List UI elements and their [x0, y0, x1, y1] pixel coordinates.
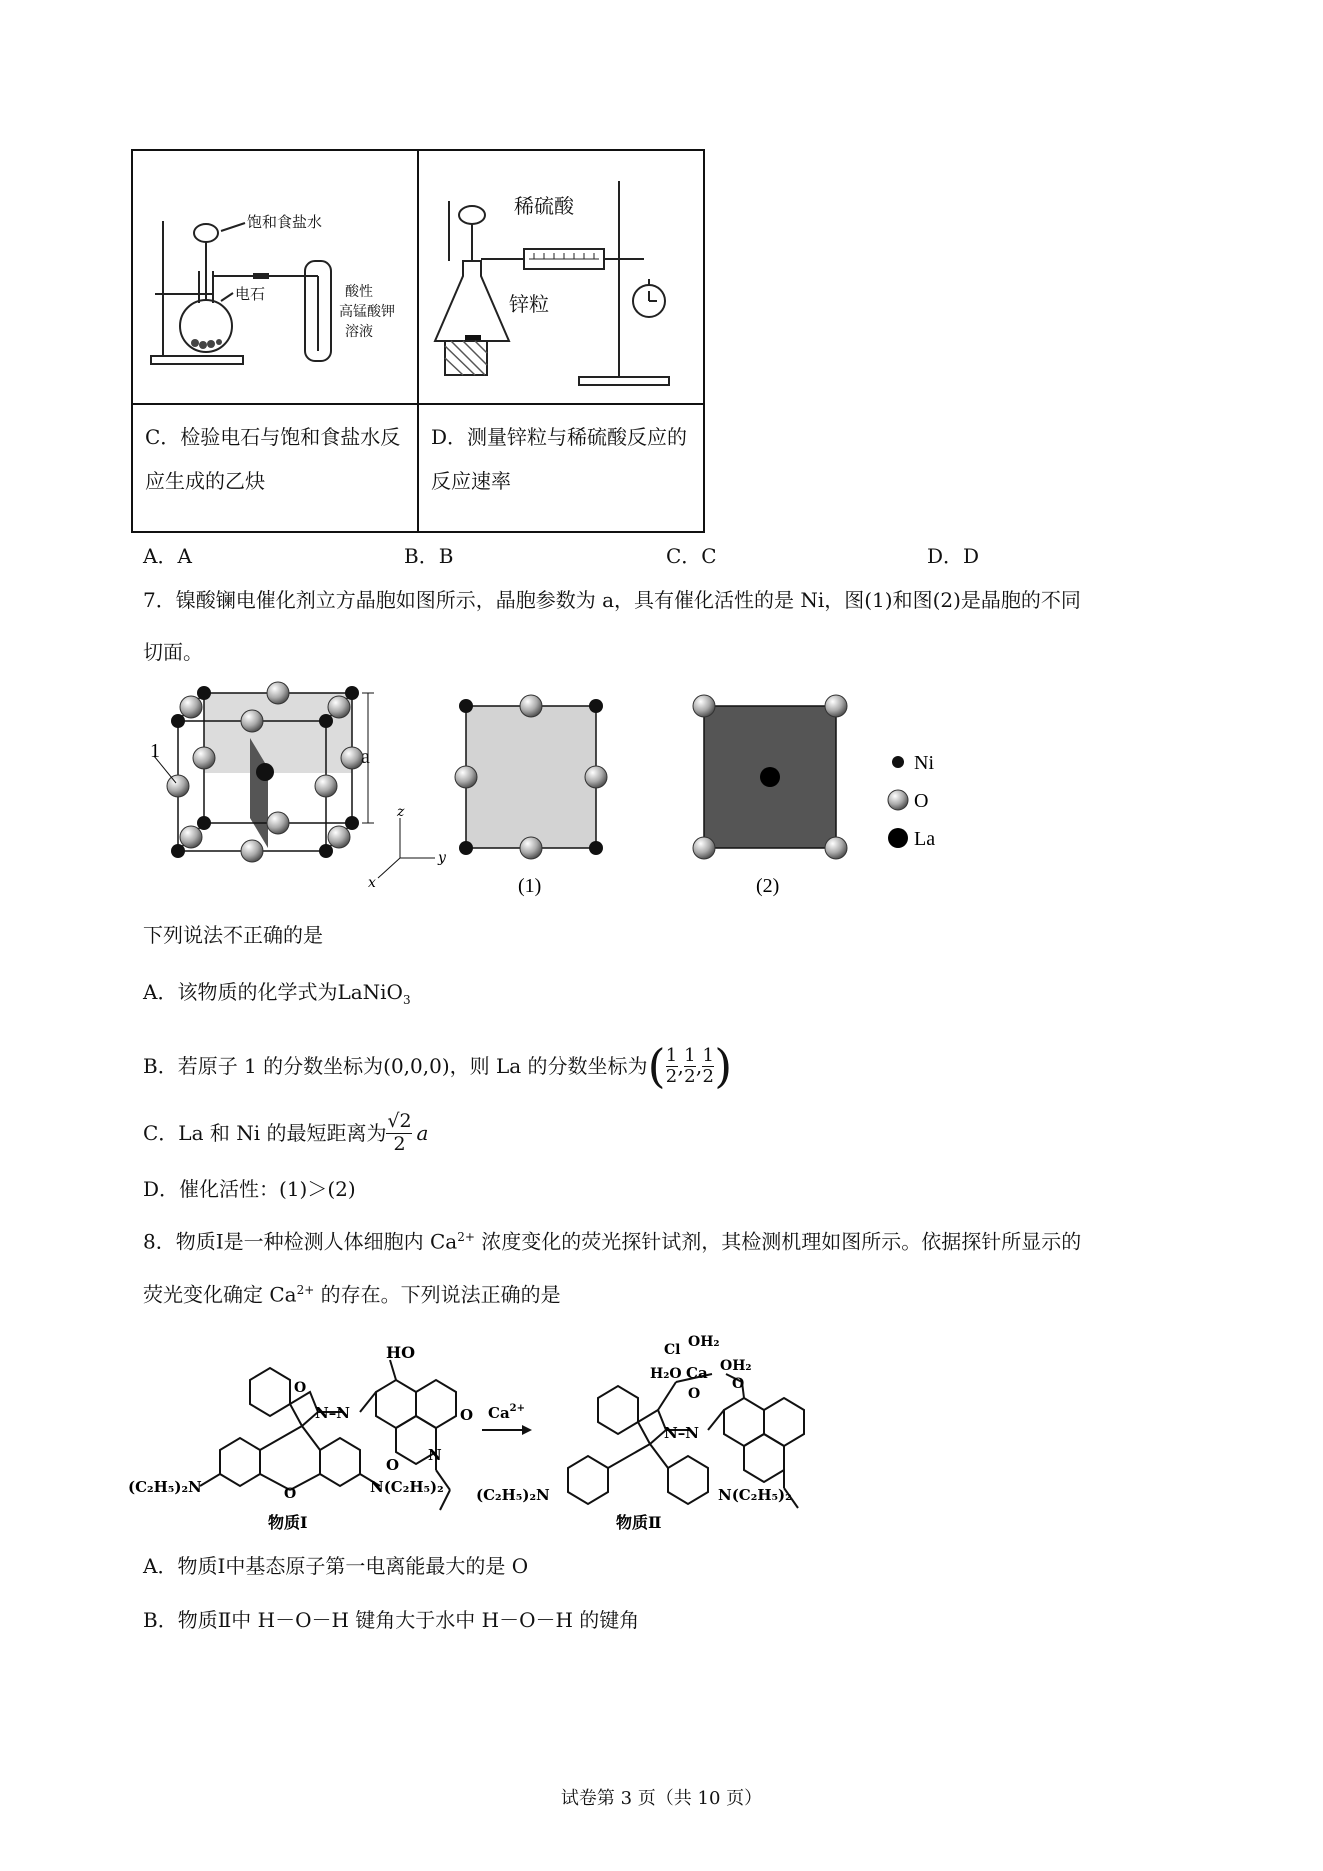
q7-option-c: C．La 和 Ni 的最短距离为 √2 2 a	[143, 1109, 429, 1155]
legend-ni-label: Ni	[914, 752, 934, 774]
c2-carbonyl-o: O	[688, 1386, 701, 1402]
atom-1-label: 1	[150, 740, 160, 762]
c2-amine-right: N(C₂H₅)₂	[718, 1486, 792, 1504]
c2-aqua-left: H₂O	[650, 1366, 682, 1382]
section-2-caption: (2)	[756, 875, 780, 897]
apparatus-c-figure-cell	[132, 150, 418, 404]
c1-hydrazone: N–N	[315, 1404, 350, 1422]
q7-option-a: A．该物质的化学式为LaNiO$_3$	[143, 980, 411, 1007]
c1-amine-left: (C₂H₅)₂N	[128, 1478, 202, 1496]
kmno4-label-3: 溶液	[345, 324, 373, 340]
legend	[888, 752, 935, 850]
c1-xanthene-o: O	[284, 1486, 297, 1502]
reagent-label: $Ca^{2+}$	[488, 1403, 526, 1422]
q7-option-d: D．催化活性：(1)＞(2)	[143, 1177, 356, 1201]
q8-stem-line1: 8．物质Ⅰ是一种检测人体细胞内 $Ca^{2+}$ 浓度变化的荧光探针试剂，其检测机理如图所示。依据探针所显示的	[143, 1229, 1082, 1254]
la-atom	[256, 763, 274, 781]
perovskite-cell-figure	[140, 683, 980, 903]
q7-stem-line2: 切面。	[143, 640, 203, 664]
c2-phenolate-o: O	[732, 1376, 745, 1392]
carbide-label: 电石	[235, 285, 266, 303]
q8-stem-line2: 荧光变化确定 $Ca^{2+}$ 的存在。下列说法正确的是	[143, 1282, 561, 1307]
c2-calcium: Ca	[686, 1364, 708, 1382]
c2-hydrazone: N–N	[664, 1424, 699, 1442]
legend-o-marker	[888, 790, 908, 810]
c2-aqua-right: OH₂	[720, 1358, 752, 1374]
legend-la-label: La	[914, 828, 936, 850]
unit-cell	[150, 682, 447, 891]
probe-reaction-scheme	[128, 1320, 850, 1535]
apparatus-d-caption: D．测量锌粒与稀硫酸反应的反应速率	[418, 404, 704, 532]
compound-1-label: 物质Ⅰ	[268, 1513, 308, 1532]
legend-o-label: O	[914, 790, 929, 812]
c1-amine-right: N(C₂H₅)₂	[370, 1478, 444, 1496]
c1-carbonyl-o: O	[294, 1380, 307, 1396]
axis-x: x	[368, 875, 376, 891]
kmno4-label-1: 酸性	[345, 284, 373, 300]
q6-option-b: B．B	[404, 544, 454, 568]
c1-imide-n: N	[428, 1446, 442, 1464]
edge-a-label: a	[361, 746, 370, 768]
section-2	[693, 695, 847, 897]
q7-option-b: B．若原子 1 的分数坐标为 (0,0,0) ，则 La 的分数坐标为 ( 1 2 , 1 2 , 1 2 )	[143, 1039, 733, 1093]
q6-option-d: D．D	[927, 544, 980, 568]
q6-option-c: C．C	[666, 544, 717, 568]
q7-stem-line1: 7．镍酸镧电催化剂立方晶胞如图所示，晶胞参数为 a，具有催化活性的是 Ni，图(1)和图(2)是晶胞的不同	[143, 588, 1081, 612]
brine-label: 饱和食盐水	[247, 213, 323, 231]
q6-option-a: A．A	[143, 544, 192, 568]
section-1	[455, 695, 607, 897]
c1-imide-o1: O	[460, 1406, 474, 1424]
apparatus-c-caption: C．检验电石与饱和食盐水反应生成的乙炔	[132, 404, 418, 532]
zinc-label: 锌粒	[509, 292, 549, 316]
compound-2-label: 物质Ⅱ	[616, 1513, 662, 1532]
kmno4-label-2: 高锰酸钾	[339, 304, 395, 320]
q8-option-a: A．物质Ⅰ中基态原子第一电离能最大的是 O	[143, 1554, 529, 1578]
c2-amine-left: (C₂H₅)₂N	[476, 1486, 550, 1504]
c2-aqua-top: OH₂	[688, 1334, 720, 1350]
page-footer: 试卷第 3 页（共 10 页）	[560, 1788, 763, 1809]
apparatus-table	[131, 149, 705, 533]
c1-imide-o2: O	[386, 1456, 400, 1474]
legend-la-marker	[888, 828, 908, 848]
legend-ni-marker	[892, 756, 904, 768]
q6-options	[143, 540, 1043, 568]
c2-chloride: Cl	[664, 1342, 681, 1358]
reaction-rate-apparatus-figure	[419, 151, 704, 403]
q8-option-b: B．物质Ⅱ中 H－O－H 键角大于水中 H－O－H 的键角	[143, 1608, 640, 1632]
apparatus-d-figure-cell	[418, 150, 704, 404]
acetylene-apparatus-figure	[133, 151, 418, 403]
ho-group: HO	[386, 1343, 416, 1362]
acid-label: 稀硫酸	[514, 194, 574, 218]
q7-prompt: 下列说法不正确的是	[143, 923, 323, 947]
section-1-caption: (1)	[518, 875, 542, 897]
axis-z: z	[397, 804, 405, 820]
axis-y: y	[438, 850, 446, 866]
